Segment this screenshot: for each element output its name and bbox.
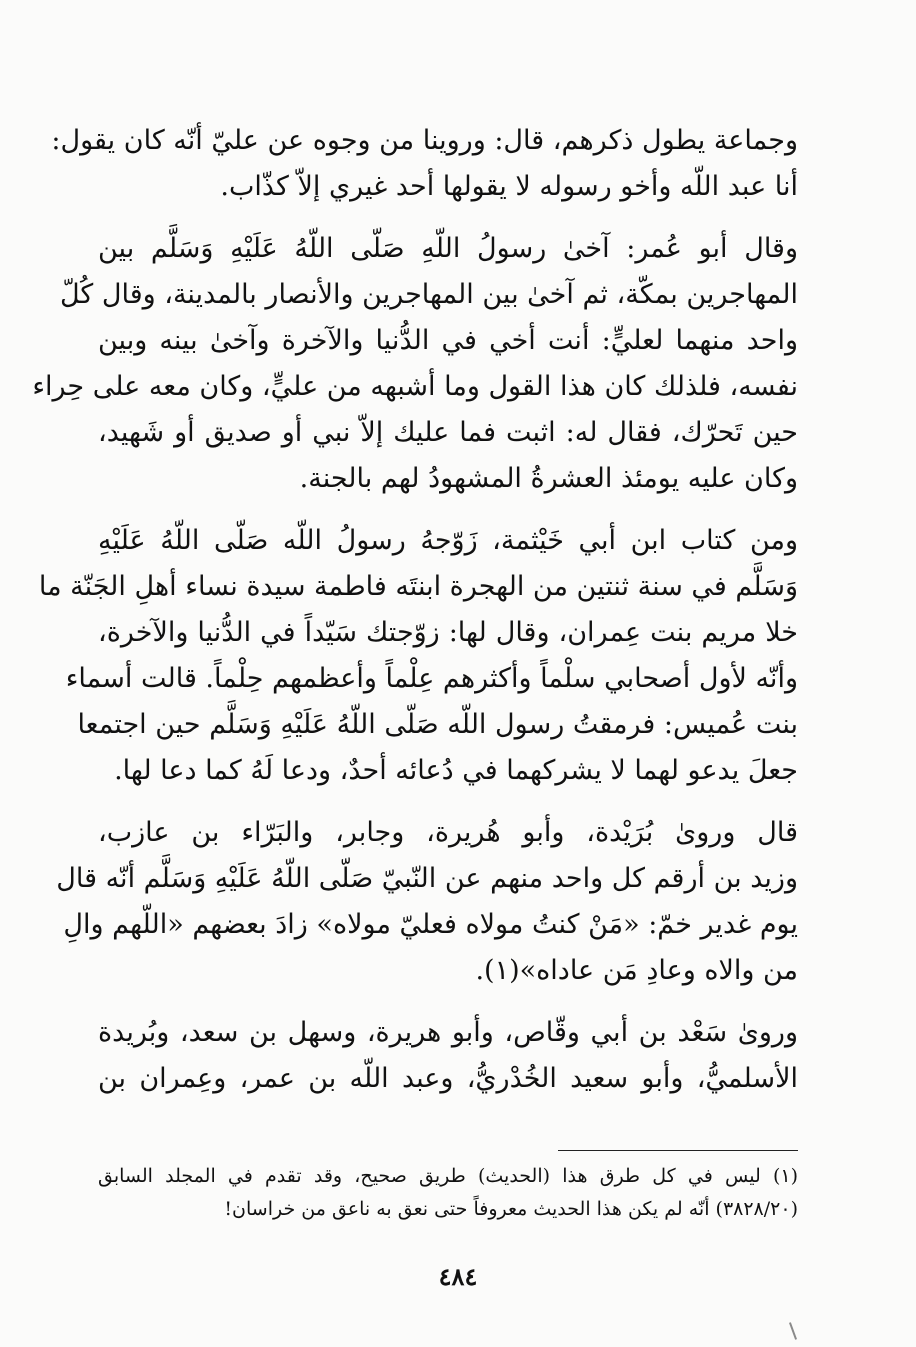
text-line: بنت عُميس: فرمقتُ رسول اللّه صَلّى اللّهُ عَلَيْهِ وَسَلَّم حين اجتمعا: [77, 709, 798, 740]
text-line: حين تَحرّك، فقال له: اثبت فما عليك إلاّ نبي أو صديق أو شَهيد،: [98, 417, 798, 448]
text-line: الأسلميُّ، وأبو سعيد الخُدْريُّ، وعبد اللّه بن عمر، وعِمران بن: [98, 1063, 798, 1094]
paragraph-4: [56, 810, 798, 994]
text-line: من والاه وعادِ مَن عاداه»(١).: [475, 955, 798, 986]
text-line: واحد منهما لعليٍّ: أنت أخي في الدُّنيا والآخرة وآخىٰ بينه وبين: [98, 325, 798, 356]
paragraph-5: [98, 1010, 798, 1102]
scan-mark: [789, 1322, 797, 1340]
text-line: وَسَلَّم في سنة ثنتين من الهجرة ابنتَه فاطمة سيدة نساء أهلِ الجَنّة ما: [38, 571, 798, 602]
paragraph-2: [32, 226, 798, 502]
paragraph-3: [38, 518, 798, 794]
footnotes: [98, 1160, 798, 1226]
text-line: خلا مريم بنت عِمران، وقال لها: زوّجتك سَيّداً في الدُّنيا والآخرة،: [98, 617, 798, 648]
text-line: وكان عليه يومئذ العشرةُ المشهودُ لهم بالجنة.: [299, 463, 798, 494]
footnote-line: (١) ليس في كل طرق هذا (الحديث) طريق صحيح، وقد تقدم في المجلد السابق: [98, 1165, 798, 1187]
text-line: ومن كتاب ابن أبي خَيْثمة، زَوّجهُ رسولُ اللّه صَلّى اللّهُ عَلَيْهِ: [98, 525, 798, 556]
text-line: وجماعة يطول ذكرهم، قال: وروينا من وجوه عن عليّ أنّه كان يقول:: [51, 125, 798, 156]
text-line: وروىٰ سَعْد بن أبي وقّاص، وأبو هريرة، وسهل بن سعد، وبُريدة: [98, 1017, 798, 1048]
text-line: وزيد بن أرقم كل واحد منهم عن النّبيّ صَلّى اللّهُ عَلَيْهِ وَسَلَّم أنّه قال: [56, 863, 798, 894]
footnote-line: (٣٨٢٨/٢٠) أنّه لم يكن هذا الحديث معروفاً حتى نعق به ناعق من خراسان!: [224, 1198, 798, 1220]
text-line: المهاجرين بمكّة، ثم آخىٰ بين المهاجرين والأنصار بالمدينة، وقال كُلّ: [59, 279, 798, 310]
text-line: وأنّه لأول أصحابي سلْماً وأكثرهم عِلْماً وأعظمهم حِلْماً. قالت أسماء: [65, 663, 798, 694]
footnote-separator: [558, 1150, 798, 1151]
text-line: وقال أبو عُمر: آخىٰ رسولُ اللّهِ صَلّى اللّهُ عَلَيْهِ وَسَلَّم بين: [98, 233, 798, 264]
text-line: جعلَ يدعو لهما لا يشركهما في دُعائه أحدٌ، ودعا لَهُ كما دعا لها.: [114, 755, 798, 786]
text-line: يوم غدير خمّ: «مَنْ كنتُ مولاه فعليّ مولاه» زادَ بعضهم «اللّهم والِ: [63, 909, 798, 940]
page-number: ٤٨٤: [438, 1262, 478, 1291]
text-line: قال وروىٰ بُرَيْدة، وأبو هُريرة، وجابر، والبَرّاء بن عازب،: [98, 817, 798, 848]
paragraph-1: [51, 118, 798, 210]
text-line: أنا عبد اللّه وأخو رسوله لا يقولها أحد غيري إلاّ كذّاب.: [220, 171, 798, 202]
main-text: [32, 118, 798, 1118]
text-line: نفسه، فلذلك كان هذا القول وما أشبهه من عليٍّ، وكان معه على حِراء: [32, 371, 798, 402]
